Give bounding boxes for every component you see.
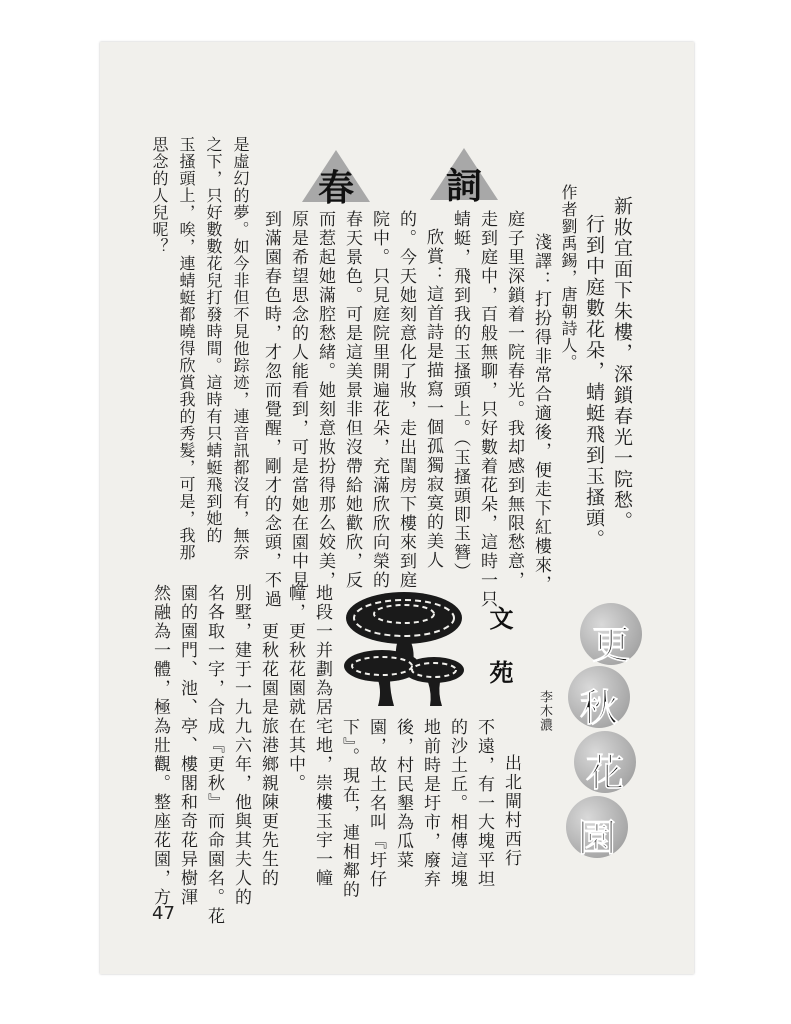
poem-translation-line: 到滿園春色時，才忽而覺醒，剛才的念頭，不過 xyxy=(261,210,281,609)
tree-illustration xyxy=(342,588,470,710)
poem-translation-line: 春天景色。可是這美景非但沒帶給她歡欣，反 xyxy=(342,210,362,590)
article-line: 幢，更秋花園就在其中。 xyxy=(285,584,305,793)
article-line: 出北閘村西行 xyxy=(501,754,521,868)
poem-translation-line: 庭子里深鎖着一院春光。我却感到無限愁意， xyxy=(504,210,524,590)
page-number: 47 xyxy=(152,903,175,924)
poem-title-char-2: 詞 xyxy=(430,148,498,200)
poem-translation-line: 蜻蜓，飛到我的玉搔頭上。（玉搔頭即玉簪） xyxy=(450,210,470,582)
poem-translation-line: 走到庭中，百般無聊，只好數着花朵，這時一只 xyxy=(477,210,497,609)
poem-title-char-1: 春 xyxy=(302,150,370,202)
column-label-char-2: 苑 xyxy=(485,660,513,714)
article-line: 地段一并劃為居宅地，崇樓玉宇一幢 xyxy=(312,584,332,888)
article-line: 不遠，有一大塊平坦 xyxy=(474,718,494,889)
article-line: 園，故土名叫『圩仔 xyxy=(366,718,386,889)
article-line: 別墅，建于一九九六年，他與其夫人的 xyxy=(231,584,251,907)
poem-translation-line: 原是希望思念的人能看到，可是當她在園中見 xyxy=(288,210,308,590)
article-author: 李木濃 xyxy=(537,690,552,732)
article-line: 的沙土丘。相傳這塊 xyxy=(447,718,467,889)
article-line: 名各取一字，合成『更秋』而命園名。花 xyxy=(204,584,224,926)
article-title-char-1: 更 xyxy=(580,603,642,665)
poem-translation-line: 思念的人兒呢？ xyxy=(150,136,169,255)
poem-translation-line: 院中。只見庭院里開遍花朵，充滿欣欣向榮的 xyxy=(369,210,389,590)
poem-translation-line: 欣賞：這首詩是描寫一個孤獨寂寞的美人 xyxy=(423,228,443,570)
article-line: 然融為一體，極為壯觀。整座花園，方 xyxy=(150,584,170,907)
article-line: 更秋花園是旅港鄉親陳更先生的 xyxy=(258,622,278,888)
poem-translation-line: 而惹起她滿腔愁緒。她刻意妝扮得那么姣美， xyxy=(315,210,335,590)
article-title-char-3: 花 xyxy=(574,731,636,793)
article-line: 下』。現在，連相鄰的 xyxy=(339,718,359,900)
column-label xyxy=(482,606,517,714)
column-label-char-1: 文 xyxy=(485,606,513,660)
poem-translation-line: 的。今天她刻意化了妝，走出閨房下樓來到庭 xyxy=(396,210,416,590)
poem-translation-line: 是虛幻的夢。如今非但不見他踪迹，連音訊都沒有，無奈 xyxy=(231,136,250,561)
poem-line-2: 行到中庭數花朵，蜻蜓飛到玉搔頭。 xyxy=(583,214,605,550)
poem-translation-line: 之下，只好數數花兒打發時間。這時有只蜻蜓飛到她的 xyxy=(204,136,223,544)
tree-icon xyxy=(342,588,470,710)
article-line: 園的園門、池、亭、樓閣和奇花异樹渾 xyxy=(177,584,197,907)
article-title-char-4: 園 xyxy=(566,796,628,858)
poem-author: 作者劉禹錫，唐朝詩人。 xyxy=(559,184,578,371)
article-line: 後，村民墾為瓜菜 xyxy=(393,718,413,870)
poem-translation-line: 玉搔頭上，唉，連蜻蜓都曉得欣賞我的秀髮，可是，我那 xyxy=(177,136,196,561)
poem-line-1: 新妝宜面下朱樓，深鎖春光一院愁。 xyxy=(611,196,633,532)
article-line: 地前時是圩市，廢弃 xyxy=(420,718,440,889)
poem-translation-line: 淺譯：打扮得非常合適後，便走下紅樓來， xyxy=(531,233,551,594)
article-title-char-2: 秋 xyxy=(568,666,630,728)
